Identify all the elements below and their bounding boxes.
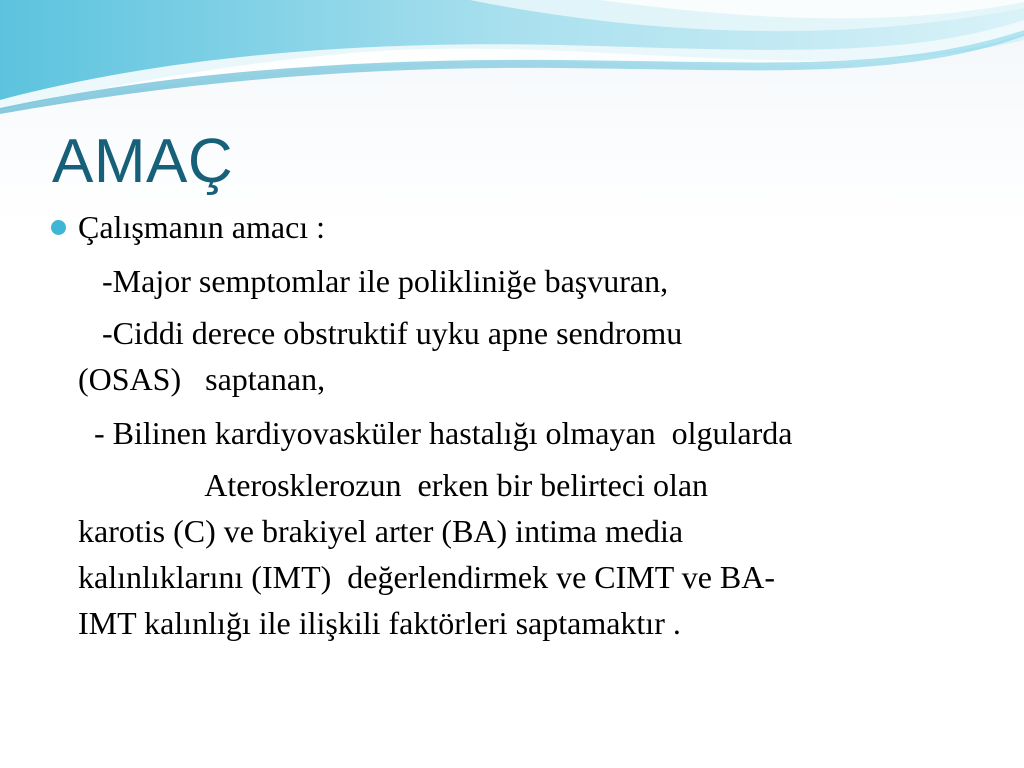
bullet-dot-icon [51,220,66,235]
bullet-text: Çalışmanın amacı : [78,209,326,245]
body-line-4: - Bilinen kardiyovasküler hastalığı olmayan olgularda [78,415,793,451]
header-wave-decoration [0,0,1024,130]
body-line-8: IMT kalınlığı ile ilişkili faktörleri saptamaktır . [78,605,681,641]
body-line-7: kalınlıklarını (IMT) değerlendirmek ve CIMT ve BA- [78,559,775,595]
body-line-6: karotis (C) ve brakiyel arter (BA) intima media [78,513,684,549]
body-line-3: (OSAS) saptanan, [78,361,326,397]
slide-title: AMAÇ [52,127,234,196]
body-line-2: -Ciddi derece obstruktif uyku apne sendromu [78,315,683,351]
body-line-1: -Major semptomlar ile polikliniğe başvuran, [78,263,669,299]
body-line-5: Aterosklerozun erken bir belirteci olan [78,467,709,503]
